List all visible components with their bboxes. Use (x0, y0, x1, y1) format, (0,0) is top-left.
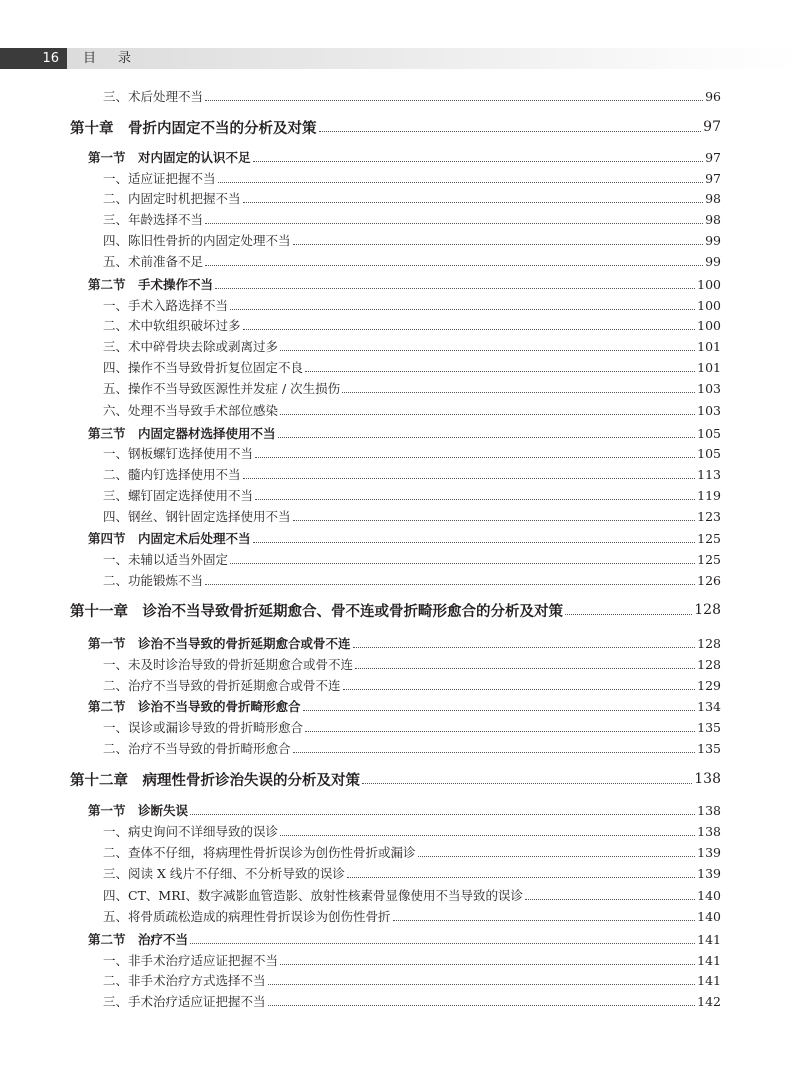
toc-entry-title: 二、内固定时机把握不当 (103, 191, 241, 206)
toc-page-number: 101 (697, 338, 721, 354)
dot-leader (353, 647, 696, 648)
dot-leader (319, 131, 702, 132)
dot-leader (205, 223, 703, 224)
toc-page-number: 103 (697, 380, 721, 396)
toc-page-number: 125 (697, 530, 721, 546)
toc-entry-title: 一、病史询问不详细导致的误诊 (103, 824, 279, 839)
toc-chapter[interactable] (70, 600, 721, 620)
toc-entry-title: 第十章 骨折内固定不当的分析及对策 (70, 120, 317, 137)
toc-entry-title: 第二节 诊治不当导致的骨折畸形愈合 (88, 699, 301, 714)
dot-leader (218, 182, 704, 183)
toc-entry-title: 第三节 内固定器材选择使用不当 (88, 426, 276, 441)
toc-section[interactable] (88, 800, 721, 820)
dot-leader (255, 457, 695, 458)
toc-page-number: 100 (697, 317, 721, 333)
dot-leader (305, 731, 695, 732)
toc-entry-title: 四、CT、MRI、数字减影血管造影、放射性核素骨显像使用不当导致的误诊 (103, 888, 524, 903)
toc-page-number: 105 (697, 445, 721, 461)
toc-item[interactable] (103, 549, 721, 569)
toc-page-number: 139 (697, 865, 721, 881)
toc-page-number: 100 (697, 297, 721, 313)
toc-page-number: 141 (697, 931, 721, 947)
toc-page-number: 99 (705, 253, 721, 269)
dot-leader (418, 856, 696, 857)
toc-page-number: 135 (697, 740, 721, 756)
toc-entry-title: 三、螺钉固定选择使用不当 (103, 488, 254, 503)
toc-section[interactable] (88, 528, 721, 548)
toc-page-number: 126 (697, 572, 721, 588)
toc-item[interactable] (103, 378, 721, 398)
dot-leader (243, 329, 696, 330)
toc-entry-title: 一、非手术治疗适应证把握不当 (103, 953, 279, 968)
toc-entry-title: 二、髓内钉选择使用不当 (103, 467, 241, 482)
toc-item[interactable] (103, 251, 721, 271)
dot-leader (215, 288, 695, 289)
dot-leader (205, 100, 703, 101)
toc-page-number: 99 (705, 232, 721, 248)
toc-entry-title: 四、钢丝、钢针固定选择使用不当 (103, 509, 291, 524)
toc-item[interactable] (103, 485, 721, 505)
dot-leader (293, 244, 704, 245)
toc-page-number: 138 (697, 823, 721, 839)
toc-item[interactable] (103, 230, 721, 250)
dot-leader (253, 542, 696, 543)
dot-leader (303, 710, 696, 711)
toc-page-number: 97 (705, 149, 721, 165)
toc-entry-title: 三、术后处理不当 (103, 89, 204, 104)
dot-leader (393, 920, 696, 921)
toc-entry-title: 第十一章 诊治不当导致骨折延期愈合、骨不连或骨折畸形愈合的分析及对策 (70, 603, 563, 620)
dot-leader (278, 437, 696, 438)
toc-entry-title: 二、术中软组织破坏过多 (103, 318, 241, 333)
dot-leader (305, 371, 695, 372)
toc-section[interactable] (88, 696, 721, 716)
toc-item[interactable] (103, 400, 721, 420)
toc-page-number: 105 (697, 425, 721, 441)
dot-leader (525, 899, 695, 900)
toc-page-number: 101 (697, 359, 721, 375)
toc-item[interactable] (103, 675, 721, 695)
toc-page-number: 97 (703, 119, 721, 135)
toc-entry-title: 四、操作不当导致骨折复位固定不良 (103, 360, 304, 375)
toc-item[interactable] (103, 717, 721, 737)
toc-entry-title: 第十二章 病理性骨折诊治失误的分析及对策 (70, 772, 360, 789)
page-number: 16 (0, 48, 67, 69)
dot-leader (347, 877, 695, 878)
toc-entry-title: 三、手术治疗适应证把握不当 (103, 994, 266, 1009)
dot-leader (190, 943, 695, 944)
toc-item[interactable] (103, 315, 721, 335)
toc-entry-title: 五、将骨质疏松造成的病理性骨折误诊为创伤性骨折 (103, 909, 391, 924)
toc-entry-title: 一、未辅以适当外固定 (103, 552, 229, 567)
toc-page-number: 141 (697, 952, 721, 968)
dot-leader (255, 499, 695, 500)
toc-page-number: 100 (697, 276, 721, 292)
toc-entry-title: 第二节 手术操作不当 (88, 277, 214, 292)
toc-page-number: 142 (697, 993, 721, 1009)
toc-entry-title: 第一节 对内固定的认识不足 (88, 150, 251, 165)
dot-leader (355, 668, 695, 669)
toc-section[interactable] (88, 423, 721, 443)
dot-leader (243, 478, 696, 479)
toc-entry-title: 三、术中碎骨块去除或剥离过多 (103, 339, 279, 354)
toc-item[interactable] (103, 950, 721, 970)
toc-page-number: 138 (697, 802, 721, 818)
dot-leader (230, 563, 695, 564)
toc-page-number: 141 (697, 972, 721, 988)
toc-item[interactable] (103, 991, 721, 1011)
toc-page-number: 139 (697, 844, 721, 860)
toc-page-number: 123 (697, 508, 721, 524)
toc-entry-title: 一、未及时诊治导致的骨折延期愈合或骨不连 (103, 657, 354, 672)
toc-section[interactable] (88, 929, 721, 949)
toc-page-number: 103 (697, 402, 721, 418)
toc-item[interactable] (103, 970, 721, 990)
toc-section[interactable] (88, 147, 721, 167)
dot-leader (243, 202, 704, 203)
toc-page-number: 119 (697, 487, 721, 503)
dot-leader (280, 414, 695, 415)
dot-leader (280, 350, 695, 351)
toc-entry-title: 二、治疗不当导致的骨折畸形愈合 (103, 741, 291, 756)
toc-entry-title: 第二节 治疗不当 (88, 932, 189, 947)
toc-page-number: 96 (705, 88, 721, 104)
toc-entry-title: 三、年龄选择不当 (103, 212, 204, 227)
dot-leader (362, 783, 692, 784)
dot-leader (190, 814, 695, 815)
dot-leader (253, 161, 704, 162)
toc-item[interactable] (103, 188, 721, 208)
toc-entry-title: 第一节 诊断失误 (88, 803, 189, 818)
toc-page-number: 128 (694, 602, 721, 618)
dot-leader (280, 835, 695, 836)
toc-entry-title: 二、功能锻炼不当 (103, 573, 204, 588)
toc-page-number: 125 (697, 551, 721, 567)
toc-entry-title: 五、操作不当导致医源性并发症 / 次生损伤 (103, 381, 341, 396)
dot-leader (343, 689, 696, 690)
toc-item[interactable] (103, 295, 721, 315)
dot-leader (280, 964, 695, 965)
toc-item[interactable] (103, 821, 721, 841)
toc-item[interactable] (103, 654, 721, 674)
dot-leader (205, 584, 695, 585)
toc-page-number: 135 (697, 719, 721, 735)
toc-page-number: 129 (697, 677, 721, 693)
dot-leader (230, 309, 695, 310)
toc-page-number: 128 (697, 635, 721, 651)
toc-item[interactable] (103, 570, 721, 590)
toc-entry-title: 四、陈旧性骨折的内固定处理不当 (103, 233, 291, 248)
dot-leader (565, 614, 692, 615)
toc-entry-title: 一、误诊或漏诊导致的骨折畸形愈合 (103, 720, 304, 735)
toc-page-number: 128 (697, 656, 721, 672)
toc-entry-title: 一、适应证把握不当 (103, 171, 216, 186)
dot-leader (268, 1005, 696, 1006)
toc-chapter[interactable] (70, 769, 721, 789)
toc-item[interactable] (103, 336, 721, 356)
toc-entry-title: 六、处理不当导致手术部位感染 (103, 403, 279, 418)
toc-item[interactable] (103, 357, 721, 377)
toc-chapter[interactable] (70, 117, 721, 137)
toc-item[interactable] (103, 906, 721, 926)
toc-item[interactable] (103, 168, 721, 188)
dot-leader (293, 520, 696, 521)
toc-entry-title: 第四节 内固定术后处理不当 (88, 531, 251, 546)
toc-item[interactable] (103, 86, 721, 106)
toc-entry-title: 一、手术入路选择不当 (103, 298, 229, 313)
toc-item[interactable] (103, 842, 721, 862)
toc-item[interactable] (103, 443, 721, 463)
header-title: 目录 (83, 51, 154, 66)
dot-leader (293, 752, 696, 753)
toc-entry-title: 三、阅读 X 线片不仔细、不分析导致的误诊 (103, 866, 345, 881)
toc-item[interactable] (103, 885, 721, 905)
toc-item[interactable] (103, 209, 721, 229)
toc-section[interactable] (88, 633, 721, 653)
toc-entry-title: 二、非手术治疗方式选择不当 (103, 973, 266, 988)
dot-leader (342, 392, 695, 393)
toc-page-number: 97 (705, 170, 721, 186)
toc-page-number: 98 (705, 190, 721, 206)
toc-item[interactable] (103, 863, 721, 883)
toc-entry-title: 一、钢板螺钉选择使用不当 (103, 446, 254, 461)
dot-leader (268, 984, 696, 985)
toc-section[interactable] (88, 274, 721, 294)
toc-page-number: 140 (697, 887, 721, 903)
toc-entry-title: 五、术前准备不足 (103, 254, 204, 269)
toc-entry-title: 第一节 诊治不当导致的骨折延期愈合或骨不连 (88, 636, 351, 651)
toc-entry-title: 二、治疗不当导致的骨折延期愈合或骨不连 (103, 678, 341, 693)
toc-item[interactable] (103, 506, 721, 526)
dot-leader (205, 265, 703, 266)
toc-page-number: 113 (697, 466, 721, 482)
toc-item[interactable] (103, 738, 721, 758)
toc-page-number: 140 (697, 908, 721, 924)
toc-page-number: 134 (697, 698, 721, 714)
toc-page-number: 138 (694, 771, 721, 787)
toc-item[interactable] (103, 464, 721, 484)
toc-page-number: 98 (705, 211, 721, 227)
toc-entry-title: 二、查体不仔细，将病理性骨折误诊为创伤性骨折或漏诊 (103, 845, 416, 860)
